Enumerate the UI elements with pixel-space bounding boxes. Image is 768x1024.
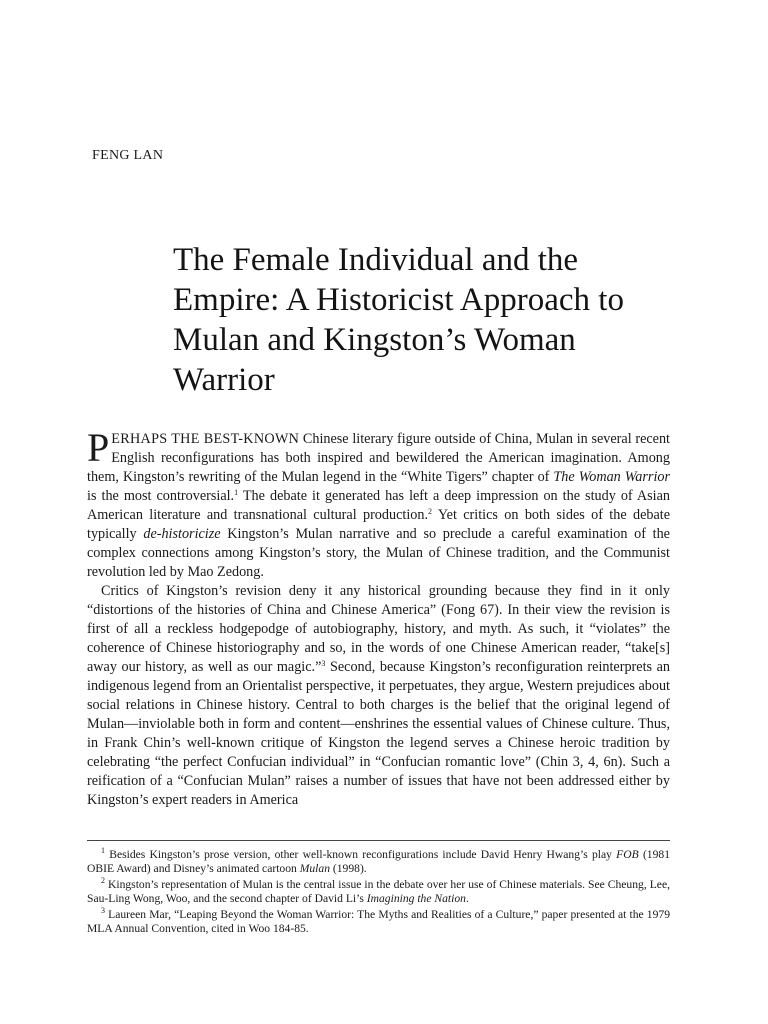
- text-run: Besides Kingston’s prose version, other well-known reconfigurations include David Henry Hwang’s play: [105, 848, 617, 861]
- footnote-divider: [87, 840, 670, 841]
- text-run: Chinese literary figure outside of China, Mulan in several recent English reconfigurations has both inspired and bewildered the American imagination. Among them, Kingston’s rewriting of the Mulan legend in the “White Tigers” chapter of: [87, 431, 670, 485]
- article-title: The Female Individual and the Empire: A Historicist Approach to Mulan and Kingston’s Woman Warrior: [173, 242, 624, 398]
- footnote-ref: 1: [234, 488, 239, 497]
- footnote-number: 3: [101, 906, 105, 915]
- emphasis: de-historicize: [143, 526, 221, 542]
- footnote-ref: 2: [428, 507, 433, 516]
- text-run: The debate it generated has left a deep impression on the study of Asian American literature and transnational cultural production.: [87, 488, 670, 523]
- paragraph-1: [87, 425, 671, 582]
- text-run: Critics of Kingston’s revision deny it any historical grounding because they find in it only “distortions of the histories of China and Chinese America” (Fong 67). In their view the revision is first of all a reckless hodgepodge of autobiography, history, and myth. As such, it “violates” the coherence of Chinese historiography and so, in the words of one Chinese American reader, “take[s] away our history, as well as our magic.”: [87, 583, 670, 675]
- work-title: Mulan: [299, 862, 330, 875]
- text-run: Laureen Mar, “Leaping Beyond the Woman Warrior: The Myths and Realities of a Culture,” paper presented at the 1979 MLA Annual Convention, cited in Woo 184-85.: [87, 908, 670, 935]
- text-run: (1981 OBIE Award) and Disney’s animated cartoon: [87, 848, 670, 875]
- footnote-ref: 3: [321, 659, 326, 668]
- article-body: [87, 425, 671, 810]
- footnote-2: [87, 878, 670, 906]
- footnote-3: [87, 908, 670, 936]
- work-title: FOB: [616, 848, 639, 861]
- footnote-number: 1: [101, 846, 105, 855]
- text-run: Kingston’s Mulan narrative and so preclude a careful examination of the complex connections among Kingston’s story, the Mulan of Chinese tradition, and the Communist revolution led by Mao Zedong.: [87, 526, 670, 580]
- text-run: Yet critics on both sides of the debate typically: [87, 507, 670, 542]
- text-run: is the most controversial.: [87, 488, 235, 504]
- drop-cap: P: [87, 425, 110, 470]
- author-name: FENG LAN: [92, 148, 164, 163]
- footnotes: [87, 848, 670, 938]
- text-run: Second, because Kingston’s reconfiguration reinterprets an indigenous legend from an Orientalist perspective, it perpetuates, they argue, Western prejudices about social relations in Chinese history. Central to both charges is the belief that the original legend of Mulan—inviolable both in form and content—enshrines the essential values of Chinese culture. Thus, in Frank Chin’s well-known critique of Kingston the legend serves a Chinese heroic tradition by celebrating “the perfect Confucian individual” in “Confucian romantic love” (Chin 3, 4, 6n). Such a reification of a “Confucian Mulan” raises a number of issues that have not been addressed either by Kingston’s expert readers in America: [87, 659, 671, 808]
- text-run: (1998).: [330, 862, 367, 875]
- lead-in: ERHAPS THE BEST-KNOWN: [111, 431, 300, 447]
- paragraph-2: [87, 582, 670, 810]
- book-title: The Woman Warrior: [553, 469, 671, 485]
- work-title: Imagining the Nation: [366, 892, 466, 905]
- footnote-1: [87, 848, 670, 876]
- text-run: .: [465, 892, 469, 905]
- text-run: Kingston’s representation of Mulan is the central issue in the debate over her use of Chinese materials. See Cheung, Lee, Sau-Ling Wong, Woo, and the second chapter of David Li’s: [87, 878, 670, 905]
- footnote-number: 2: [101, 876, 105, 885]
